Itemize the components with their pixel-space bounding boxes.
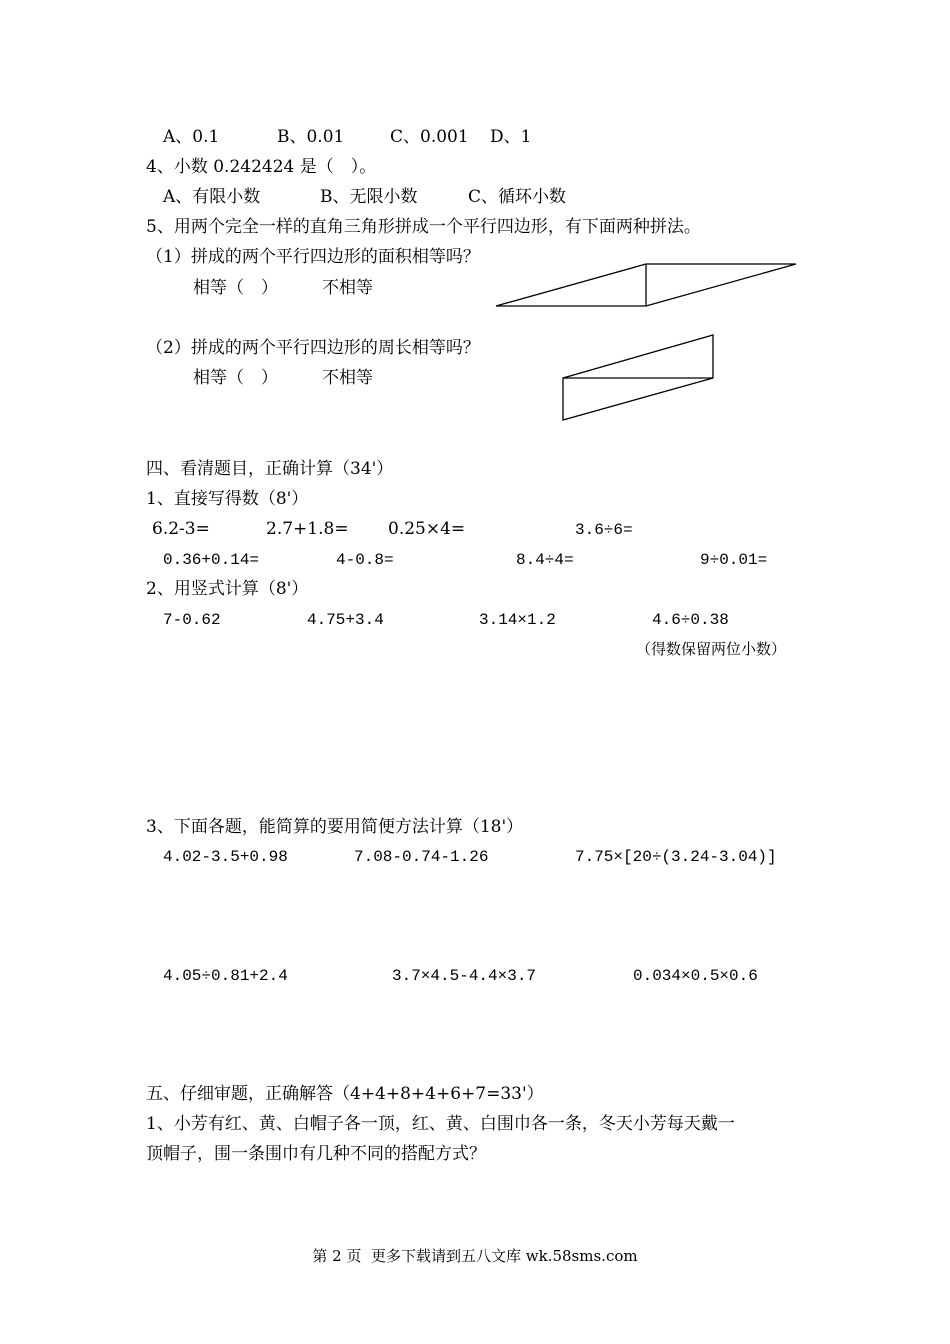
mental-calc-item: 4-0.8=: [336, 551, 394, 569]
question-5-part-2: （2）拼成的两个平行四边形的周长相等吗？: [146, 338, 480, 358]
page-footer: 第 2 页 更多下载请到五八文库 wk.58sms.com: [312, 1247, 638, 1265]
vertical-calc-item: 4.75+3.4: [307, 611, 384, 629]
section-5-title: 五、仔细审题，正确解答（4+4+8+4+6+7=33'）: [146, 1084, 544, 1104]
question-5-part-1: （1）拼成的两个平行四边形的面积相等吗？: [146, 247, 480, 267]
simplify-calc-item: 7.08-0.74-1.26: [354, 848, 489, 866]
part-2-not-equal-choice: 不相等: [322, 368, 373, 388]
question-4-stem: 4、小数 0.242424 是（ ）。: [146, 157, 377, 177]
option-b: B、0.01: [277, 127, 345, 147]
parallelogram-figure-2: [563, 335, 713, 420]
mental-calc-item: 6.2-3=: [152, 519, 210, 539]
part-1-not-equal-choice: 不相等: [322, 278, 373, 298]
section-5-question-1-line-2: 顶帽子，围一条围巾有几种不同的搭配方式？: [146, 1144, 486, 1164]
option-a: A、0.1: [163, 127, 220, 147]
mental-calc-item: 0.36+0.14=: [163, 551, 260, 569]
mental-calc-item: 9÷0.01=: [700, 551, 768, 569]
vertical-calc-item: 3.14×1.2: [479, 611, 556, 629]
part-1-equal-choice: 相等（ ）: [193, 278, 278, 298]
mental-calc-item: 3.6÷6=: [575, 521, 633, 539]
section-4-sub-2-title: 2、用竖式计算（8'）: [146, 579, 309, 599]
option-c: C、0.001: [390, 127, 469, 147]
option-d: D、1: [490, 127, 532, 147]
simplify-calc-item: 3.7×4.5-4.4×3.7: [392, 967, 537, 985]
question-4-option-a: A、有限小数: [163, 187, 261, 207]
question-5-stem: 5、用两个完全一样的直角三角形拼成一个平行四边形，有下面两种拼法。: [146, 217, 701, 237]
section-4-sub-1-title: 1、直接写得数（8'）: [146, 489, 309, 509]
mental-calc-item: 2.7+1.8=: [266, 519, 349, 539]
section-5-question-1-line-1: 1、小芳有红、黄、白帽子各一顶，红、黄、白围巾各一条，冬天小芳每天戴一: [146, 1114, 735, 1134]
vertical-calc-item: 4.6÷0.38: [652, 611, 729, 629]
parallelogram-figure-1: [496, 264, 796, 306]
rounding-note: （得数保留两位小数）: [636, 640, 787, 658]
part-2-equal-choice: 相等（ ）: [193, 368, 278, 388]
section-4-title: 四、看清题目，正确计算（34'）: [146, 459, 394, 479]
vertical-calc-item: 7-0.62: [163, 611, 221, 629]
simplify-calc-item: 0.034×0.5×0.6: [633, 967, 758, 985]
question-4-option-c: C、循环小数: [468, 187, 567, 207]
simplify-calc-item: 4.05÷0.81+2.4: [163, 967, 288, 985]
mental-calc-item: 8.4÷4=: [516, 551, 574, 569]
simplify-calc-item: 4.02-3.5+0.98: [163, 848, 288, 866]
section-4-sub-3-title: 3、下面各题，能简算的要用简便方法计算（18'）: [146, 817, 524, 837]
question-4-option-b: B、无限小数: [320, 187, 418, 207]
mental-calc-item: 0.25×4=: [388, 519, 466, 539]
simplify-calc-item: 7.75×[20÷(3.24-3.04)]: [575, 848, 777, 866]
